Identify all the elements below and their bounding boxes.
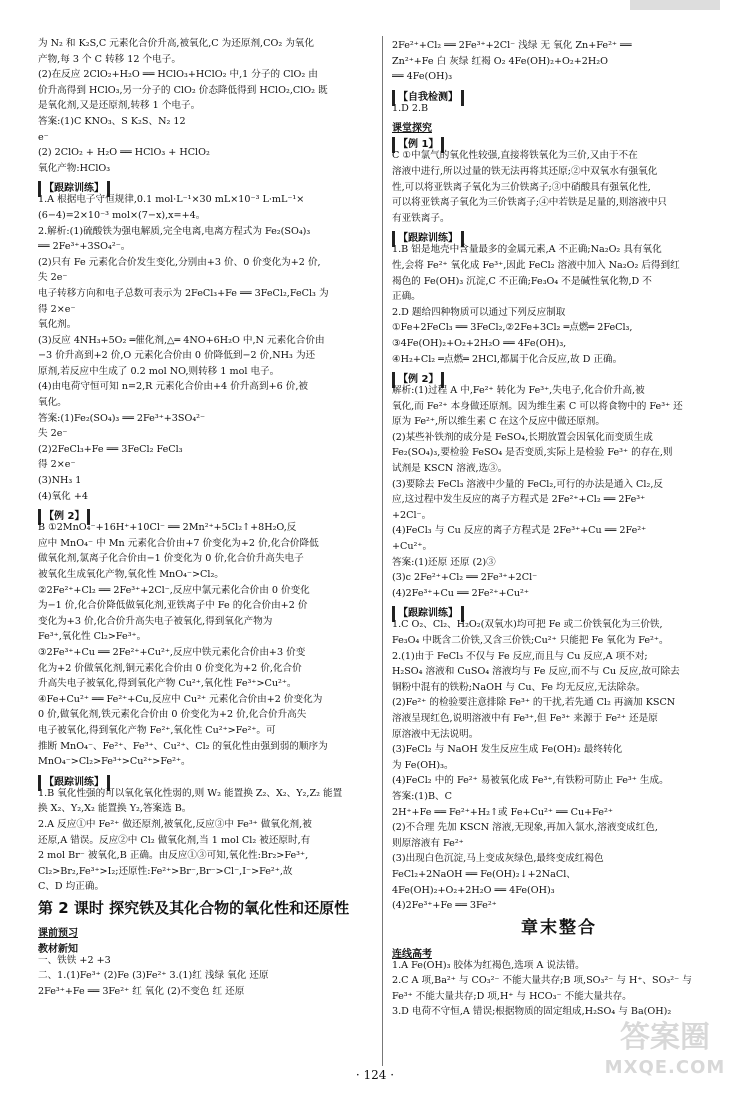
self-check-heading: 【自我检测】 <box>392 90 464 106</box>
left-block-b <box>38 192 372 504</box>
text-line: 得 2×e⁻ <box>38 459 76 471</box>
text-line: ④Fe+Cu²⁺ ══ Fe²⁺+Cu,反应中 Cu²⁺ 元素化合价由+2 价变化为 <box>38 693 323 705</box>
example-heading: 【例 2】 <box>38 509 90 525</box>
text-line: 2.D 题给四种物质可以通过下列反应制取 <box>392 306 566 318</box>
text-line: 1.D 2.B <box>392 102 429 114</box>
right-block-a <box>392 38 726 85</box>
text-line: Zn²⁺+Fe 白 灰绿 红褐 O₂ 4Fe(OH)₂+O₂+2H₂O <box>392 55 608 67</box>
text-line: ③4Fe(OH)₂+O₂+2H₂O ══ 4Fe(OH)₃, <box>392 337 567 349</box>
text-line: 升高失电子被氧化,得到氧化产物 Cu²⁺,氧化性 Fe³⁺>Cu²⁺。 <box>38 678 297 690</box>
text-line: (4)2Fe³⁺+Cu ══ 2Fe²⁺+Cu²⁺ <box>392 587 529 599</box>
text-line: (4)氧化 +4 <box>38 490 88 502</box>
text-line: 褐色的 Fe(OH)₃ 沉淀,C 不正确;Fe₃O₄ 不是碱性氧化物,D 不 <box>392 275 652 287</box>
text-line: (3)NH₃ 1 <box>38 475 82 487</box>
text-line: B ①2MnO₄⁻+16H⁺+10Cl⁻ ══ 2Mn²⁺+5Cl₂↑+8H₂O,反 <box>38 522 297 534</box>
text-line: 为−1 价,化合价降低做氧化剂,亚铁离子中 Fe 的化合价由+2 价 <box>38 600 308 612</box>
right-block-c <box>392 148 726 226</box>
text-line: 2Fe²⁺+Cl₂ ══ 2Fe³⁺+2Cl⁻ 浅绿 无 氧化 Zn+Fe²⁺ ══ <box>392 40 632 51</box>
text-line: 答案:(1)B、C <box>392 790 452 802</box>
text-line: ③2Fe³⁺+Cu ══ 2Fe²⁺+Cu²⁺,反应中铁元素化合价由+3 价变 <box>38 646 306 658</box>
right-block-d <box>392 242 726 367</box>
text-line: 应中 MnO₄⁻ 中 Mn 元素化合价由+7 价变化为+2 价,化合价降低 <box>38 537 319 549</box>
text-line: 正确。 <box>392 291 421 303</box>
text-line: Fe₂(SO₄)₃,要检验 FeSO₄ 是否变质,实际上是检验 Fe³⁺ 的存在,则 <box>392 447 673 459</box>
text-line: (4)2Fe³⁺+Fe ══ 3Fe²⁺ <box>392 900 497 912</box>
text-line: 则原溶液有 Fe²⁺ <box>392 837 464 849</box>
text-line: e⁻ <box>38 131 49 143</box>
text-line: Fe₃O₄ 中既含二价铁,又含三价铁;Cu²⁺ 只能把 Fe 氧化为 Fe²⁺。 <box>392 635 669 646</box>
class-inquiry-heading: 课堂探究 <box>392 123 432 135</box>
text-line: 有亚铁离子。 <box>392 212 450 224</box>
text-line: C ①中氯气的氧化性较强,直接将铁氧化为三价,又由于不在 <box>392 150 638 162</box>
left-block-e <box>38 953 372 1000</box>
text-line: 1.C O₂、Cl₂、H₂O₂(双氧水)均可把 Fe 或二价铁氧化为三价铁, <box>392 619 663 631</box>
watermark-line2: MXQE.COM <box>604 1057 726 1078</box>
text-line: ①Fe+2FeCl₃ ══ 3FeCl₂,②2Fe+3Cl₂ ═点燃═ 2FeCl₃, <box>392 322 633 334</box>
text-line: 铜粉中混有的铁粉;NaOH 与 Cu、Fe 均无反应,无法除杂。 <box>392 681 646 693</box>
left-block-c <box>38 520 372 770</box>
text-line: (2)只有 Fe 元素化合价发生变化,分别由+3 价、0 价变化为+2 价, <box>38 256 321 268</box>
text-line: 溶液中进行,所以过量的铁无法再将其还原;②中双氧水有强氧化 <box>392 165 658 177</box>
text-line: (2)在反应 2ClO₂+H₂O ══ HClO₃+HClO₂ 中,1 分子的 ClO₂ 由 <box>38 69 318 81</box>
textbook-heading: 教材新知 <box>38 943 78 955</box>
text-line: 被氧化生成氧化产物,氧化性 MnO₄⁻>Cl₂。 <box>38 569 224 580</box>
text-line: MnO₄⁻>Cl₂>Fe³⁺>Cu²⁺>Fe²⁺。 <box>38 756 191 768</box>
text-line: 1.B 铝是地壳中含量最多的金属元素,A 不正确;Na₂O₂ 具有氧化 <box>392 244 662 256</box>
text-line: (2)Fe²⁺ 的检验要注意排除 Fe³⁺ 的干扰,若先通 Cl₂ 再滴加 KSCN <box>392 697 676 709</box>
text-line: (2)不合理 先加 KSCN 溶液,无现象,再加入氯水,溶液变成红色, <box>392 822 658 834</box>
text-line: 换 X₂、Y₂,X₂ 能置换 Y₂,答案选 B。 <box>38 803 192 815</box>
text-line: 性,会将 Fe²⁺ 氧化成 Fe³⁺,因此 FeCl₂ 溶液中加入 Na₂O₂ 后得到红 <box>392 259 680 271</box>
follow-up-heading: 【跟踪训练】 <box>38 775 110 791</box>
text-line: 解析:(1)过程 A 中,Fe²⁺ 转化为 Fe³⁺,失电子,化合价升高,被 <box>392 385 645 397</box>
text-line: 氧化产物:HClO₃ <box>38 162 111 174</box>
text-line: 电子被氧化,得到氧化产物 Fe²⁺,氧化性 Cu²⁺>Fe²⁺。可 <box>38 724 276 736</box>
text-line: 2H⁺+Fe ══ Fe²⁺+H₂↑或 Fe+Cu²⁺ ══ Cu+Fe²⁺ <box>392 806 613 818</box>
text-line: 2Fe³⁺+Fe ══ 3Fe²⁺ 红 氧化 (2)不变色 红 还原 <box>38 986 245 998</box>
text-line: (3)要除去 FeCl₃ 溶液中少量的 FeCl₂,可行的办法是通入 Cl₂,反 <box>392 478 663 490</box>
text-line: 原为 Fe²⁺,所以维生素 C 在这个反应中做还原剂。 <box>392 416 605 428</box>
text-line: 是氧化剂,又是还原剂,转移 1 个电子。 <box>38 100 201 112</box>
text-line: 氧化,而 Fe²⁺ 本身做还原剂。因为维生素 C 可以将食物中的 Fe³⁺ 还 <box>392 400 683 412</box>
column-divider <box>382 36 383 1066</box>
text-line: 1.A Fe(OH)₃ 胶体为红褐色,选项 A 说法错。 <box>392 959 585 971</box>
text-line: 电子转移方向和电子总数可表示为 2FeCl₃+Fe ══ 3FeCl₂,FeCl₃ 为 <box>38 287 329 299</box>
header-fragment <box>630 0 720 10</box>
text-line: 2.A 反应①中 Fe²⁺ 做还原剂,被氧化,反应③中 Fe³⁺ 做氧化剂,被 <box>38 818 312 830</box>
text-line: H₂SO₄ 溶液和 CuSO₄ 溶液均与 Fe 反应,而不与 Cu 反应,故可除去 <box>392 666 680 678</box>
text-line: 可以将亚铁离子氧化为三价铁离子;④中若铁是足量的,则溶液中只 <box>392 197 667 209</box>
text-line: 得 2×e⁻ <box>38 303 76 315</box>
text-line: (2)2FeCl₃+Fe ══ 3FeCl₂ FeCl₃ <box>38 443 183 455</box>
follow-up-heading: 【跟踪训练】 <box>392 231 464 247</box>
text-line: 为 Fe(OH)₃。 <box>392 759 454 771</box>
follow-up-heading: 【跟踪训练】 <box>392 606 464 622</box>
text-line: 原剂,若反应中生成了 0.2 mol NO,则转移 1 mol 电子。 <box>38 365 280 377</box>
text-line: (3)c 2Fe²⁺+Cl₂ ══ 2Fe³⁺+2Cl⁻ <box>392 572 538 584</box>
text-line: (4)FeCl₂ 中的 Fe²⁺ 易被氧化成 Fe³⁺,有铁粉可防止 Fe³⁺ 生成。 <box>392 775 669 787</box>
example-heading: 【例 1】 <box>392 137 444 153</box>
text-line: Fe³⁺,氧化性 Cl₂>Fe³⁺。 <box>38 631 147 643</box>
text-line: 价升高得到 HClO₃,另一分子的 ClO₂ 价态降低得到 HClO₂,ClO₂ 既 <box>38 84 328 96</box>
text-line: 应,这过程中发生反应的离子方程式是 2Fe²⁺+Cl₂ ══ 2Fe³⁺ <box>392 494 646 506</box>
text-line: 答案:(1)Fe₂(SO₄)₃ ══ 2Fe³⁺+3SO₄²⁻ <box>38 412 206 424</box>
text-line: FeCl₂+2NaOH ══ Fe(OH)₂↓+2NaCl、 <box>392 868 576 880</box>
text-line: 失 2e⁻ <box>38 428 68 440</box>
lesson-title: 第 2 课时 探究铁及其化合物的氧化性和还原性 <box>38 898 350 917</box>
right-block-e <box>392 383 726 601</box>
text-line: 2.(1)由于 FeCl₃ 不仅与 Fe 反应,而且与 Cu 反应,A 项不对; <box>392 650 648 662</box>
text-line: (2)某些补铁剂的成分是 FeSO₄,长期放置会因氧化而变质生成 <box>392 431 653 443</box>
text-line: 化为+2 价做氧化剂,铜元素化合价由 0 价变化为+2 价,化合价 <box>38 662 302 674</box>
text-line: 一、铁铁 +2 +3 <box>38 954 111 966</box>
watermark-line1: 答案圈 <box>620 1020 710 1055</box>
text-line: 1.A 根据电子守恒规律,0.1 mol·L⁻¹×30 mL×10⁻³ L·mL⁻¹× <box>38 194 305 206</box>
chapter-title: 章末整合 <box>521 917 597 938</box>
text-line: (6−4)=2×10⁻³ mol×(7−x),x=+4。 <box>38 209 206 221</box>
text-line: (4)FeCl₃ 与 Cu 反应的离子方程式是 2Fe³⁺+Cu ══ 2Fe²⁺ <box>392 525 647 537</box>
text-line: 推断 MnO₄⁻、Fe²⁺、Fe³⁺、Cu²⁺、Cl₂ 的氧化性由强到弱的顺序为 <box>38 740 328 752</box>
text-line: 1.B 氧化性强的可以氧化氧化性弱的,则 W₂ 能置换 Z₂、X₂、Y₂,Z₂ 能置 <box>38 787 343 799</box>
preview-heading: 课前预习 <box>38 927 78 939</box>
text-line: (2) 2ClO₂ + H₂O ══ HClO₃ + HClO₂ <box>38 147 210 159</box>
text-line: +2Cl⁻。 <box>392 509 432 521</box>
text-line: −3 价升高到+2 价,O 元素化合价由 0 价降低到−2 价,NH₃ 为还 <box>38 350 316 362</box>
text-line: ══ 4Fe(OH)₃ <box>392 71 453 83</box>
text-line: 3.D 电荷不守恒,A 错误;根据物质的固定组成,H₂SO₄ 与 Ba(OH)₂ <box>392 1006 672 1018</box>
page-number: · 124 · <box>355 1068 395 1082</box>
text-line: (3)FeCl₂ 与 NaOH 发生反应生成 Fe(OH)₂ 最终转化 <box>392 744 623 756</box>
watermark <box>600 1020 730 1090</box>
text-line: +Cu²⁺。 <box>392 541 433 553</box>
text-line: 为 N₂ 和 K₂S,C 元素化合价升高,被氧化,C 为还原剂,CO₂ 为氧化 <box>38 38 314 49</box>
text-line: ④H₂+Cl₂ ═点燃═ 2HCl,都属于化合反应,故 D 正确。 <box>392 353 623 365</box>
right-block-g <box>392 958 726 1020</box>
text-line: ══ 2Fe³⁺+3SO₄²⁻。 <box>38 241 131 253</box>
example-heading: 【例 2】 <box>392 372 444 388</box>
text-line: (3)出现白色沉淀,马上变成灰绿色,最终变成红褐色 <box>392 853 604 865</box>
left-block-d <box>38 786 372 895</box>
right-block-f <box>392 617 726 913</box>
text-line: C、D 均正确。 <box>38 881 105 893</box>
text-line: 原溶液中无法说明。 <box>392 728 479 740</box>
exam-link-heading: 连线高考 <box>392 948 432 960</box>
text-line: (3)反应 4NH₃+5O₂ ═催化剂,△═ 4NO+6H₂O 中,N 元素化合价由 <box>38 334 325 346</box>
text-line: 二、1.(1)Fe³⁺ (2)Fe (3)Fe²⁺ 3.(1)红 浅绿 氧化 还原 <box>38 970 269 982</box>
text-line: 试剂是 KSCN 溶液,选③。 <box>392 463 508 475</box>
text-line: Cl₂>Br₂,Fe³⁺>I₂;还原性:Fe²⁺>Br⁻,Br⁻>Cl⁻,I⁻>Fe²⁺,故 <box>38 865 293 877</box>
text-line: 4Fe(OH)₂+O₂+2H₂O ══ 4Fe(OH)₃ <box>392 884 555 896</box>
left-column <box>38 36 372 1000</box>
text-line: 溶液呈现红色,说明溶液中有 Fe³⁺,但 Fe³⁺ 来源于 Fe²⁺ 还是原 <box>392 712 658 724</box>
text-line: (4)由电荷守恒可知 n=2,R 元素化合价由+4 价升高到+6 价,被 <box>38 381 308 393</box>
text-line: 氧化。 <box>38 397 67 409</box>
text-line: 答案:(1)C KNO₃、S K₂S、N₂ 12 <box>38 115 186 127</box>
text-line: 变化为+3 价,化合价升高失电子被氧化,得到氧化产物为 <box>38 615 273 627</box>
text-line: 产物,每 3 个 C 转移 12 个电子。 <box>38 53 181 65</box>
left-block-a <box>38 36 372 176</box>
text-line: 失 2e⁻ <box>38 272 68 284</box>
text-line: 0 价,做氧化剂,铁元素化合价由 0 价变化为+2 价,化合价升高失 <box>38 709 307 721</box>
text-line: 性,可以将亚铁离子氧化为三价铁离子;③中硝酸具有强氧化性, <box>392 181 651 193</box>
text-line: 答案:(1)还原 还原 (2)③ <box>392 556 496 568</box>
text-line: 2.C A 项,Ba²⁺ 与 CO₃²⁻ 不能大量共存;B 项,SO₃²⁻ 与 H⁺、SO₃²⁻ 与 <box>392 975 692 987</box>
right-column <box>392 38 726 1020</box>
text-line: 做氧化剂,氯离子化合价由−1 价变化为 0 价,化合价升高失电子 <box>38 553 304 565</box>
text-line: 2.解析:(1)硫酸铁为强电解质,完全电离,电离方程式为 Fe₂(SO₄)₃ <box>38 225 311 237</box>
follow-up-heading: 【跟踪训练】 <box>38 181 110 197</box>
text-line: 2 mol Br⁻ 被氧化,B 正确。由反应①③可知,氧化性:Br₂>Fe³⁺, <box>38 850 309 862</box>
text-line: 还原,A 错误。反应②中 Cl₂ 做氧化剂,当 1 mol Cl₂ 被还原时,有 <box>38 834 311 846</box>
text-line: 氧化剂。 <box>38 319 77 331</box>
text-line: Fe³⁺ 不能大量共存;D 项,H⁺ 与 HCO₃⁻ 不能大量共存。 <box>392 990 632 1002</box>
text-line: ②2Fe²⁺+Cl₂ ══ 2Fe³⁺+2Cl⁻,反应中氯元素化合价由 0 价变化 <box>38 584 310 596</box>
